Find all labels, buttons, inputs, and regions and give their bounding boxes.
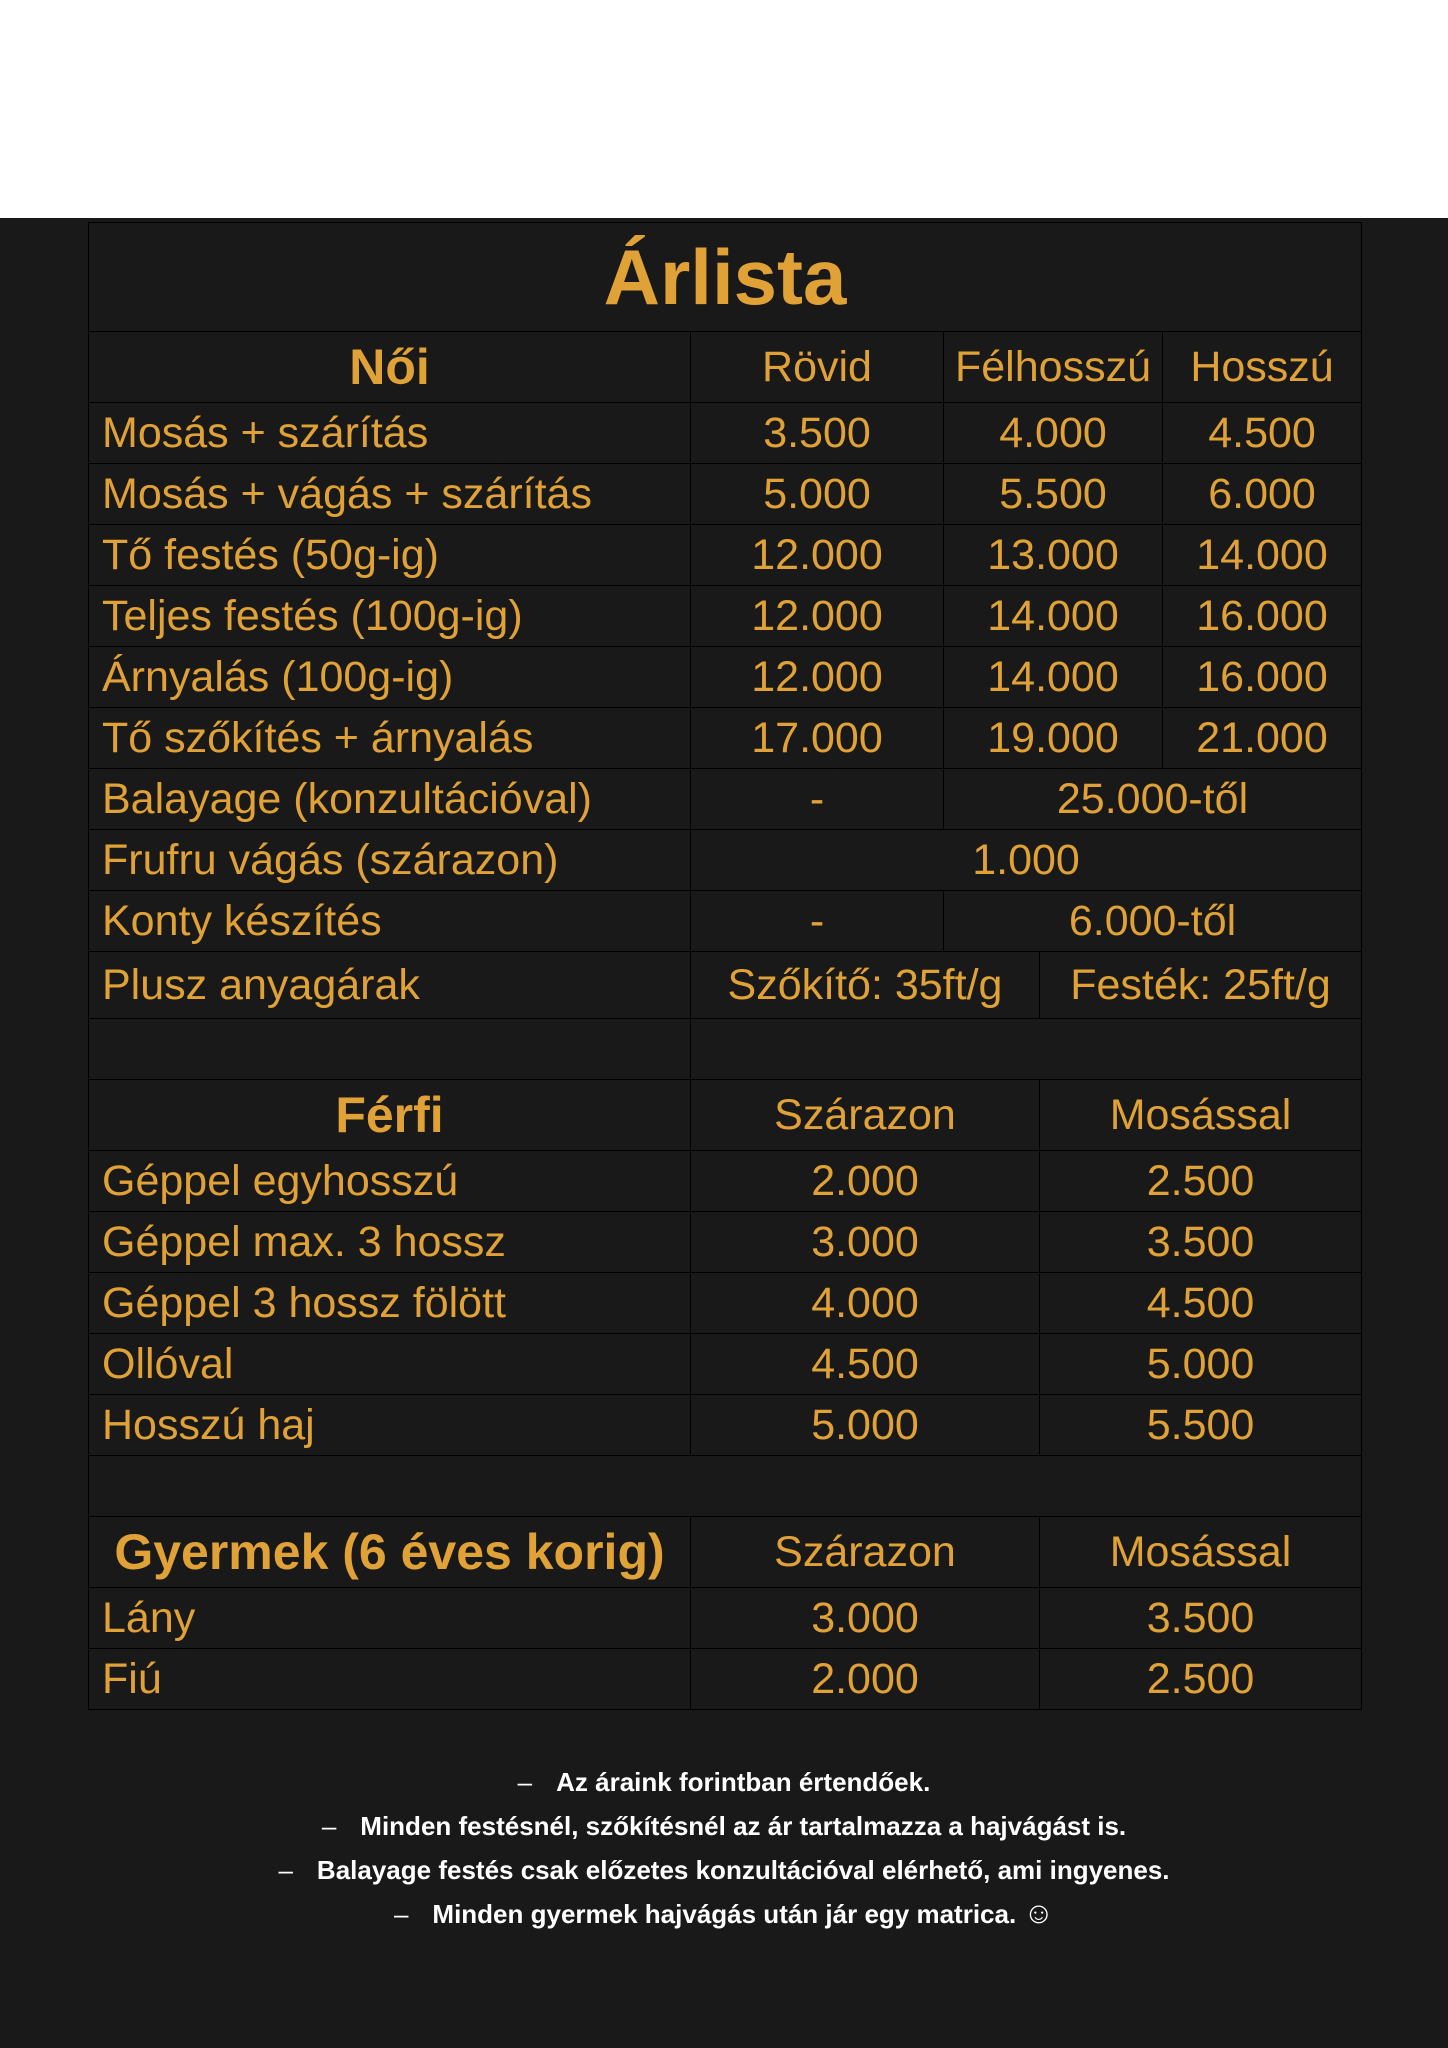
price-cell: 4.500	[1163, 403, 1362, 464]
spacer-row	[89, 1456, 1362, 1517]
footnote-item	[0, 1760, 1448, 1804]
footnote-item	[0, 1848, 1448, 1892]
noi-heading: Női	[89, 332, 691, 403]
price-cell: 16.000	[1163, 647, 1362, 708]
price-cell: 6.000	[1163, 464, 1362, 525]
service-label: Lány	[89, 1588, 691, 1649]
price-cell: 5.000	[1040, 1334, 1362, 1395]
table-row	[89, 403, 1362, 464]
col-header-szarazon: Szárazon	[691, 1080, 1040, 1151]
price-cell: 12.000	[691, 525, 944, 586]
dash-bullet: –	[278, 1855, 293, 1885]
service-label: Árnyalás (100g-ig)	[89, 647, 691, 708]
price-cell: 5.000	[691, 464, 944, 525]
noi-header-row	[89, 332, 1362, 403]
price-cell: 5.000	[691, 1395, 1040, 1456]
table-row	[89, 830, 1362, 891]
dash-bullet: –	[517, 1767, 533, 1797]
gyermek-heading: Gyermek (6 éves korig)	[89, 1517, 691, 1588]
price-cell: 3.500	[1040, 1212, 1362, 1273]
top-white-margin	[0, 0, 1448, 218]
table-row	[89, 1212, 1362, 1273]
price-cell: 5.500	[944, 464, 1163, 525]
service-label: Tő szőkítés + árnyalás	[89, 708, 691, 769]
ferfi-header-row	[89, 1080, 1362, 1151]
service-label: Géppel max. 3 hossz	[89, 1212, 691, 1273]
price-cell: 4.500	[691, 1334, 1040, 1395]
price-cell: 19.000	[944, 708, 1163, 769]
col-header-szarazon: Szárazon	[691, 1517, 1040, 1588]
footnote-item	[0, 1892, 1448, 1936]
footnote-text: Az áraink forintban értendőek.	[556, 1767, 931, 1797]
table-row	[89, 1273, 1362, 1334]
service-label: Ollóval	[89, 1334, 691, 1395]
col-header-hosszu: Hosszú	[1163, 332, 1362, 403]
table-row	[89, 708, 1362, 769]
service-label: Mosás + szárítás	[89, 403, 691, 464]
service-label: Konty készítés	[89, 891, 691, 952]
price-list-sheet	[88, 222, 1361, 1710]
price-cell: 2.500	[1040, 1649, 1362, 1710]
col-header-mosassal: Mosással	[1040, 1080, 1362, 1151]
price-cell: 2.000	[691, 1151, 1040, 1212]
table-row	[89, 1649, 1362, 1710]
col-header-mosassal: Mosással	[1040, 1517, 1362, 1588]
col-header-felhosszu: Félhosszú	[944, 332, 1163, 403]
service-label: Géppel 3 hossz fölött	[89, 1273, 691, 1334]
price-cell: 1.000	[691, 830, 1362, 891]
table-row	[89, 1151, 1362, 1212]
price-cell: 4.000	[691, 1273, 1040, 1334]
page-title: Árlista	[89, 223, 1362, 332]
price-table	[88, 222, 1362, 1710]
price-cell: 12.000	[691, 647, 944, 708]
table-row	[89, 464, 1362, 525]
price-cell: 13.000	[944, 525, 1163, 586]
price-cell: 3.500	[691, 403, 944, 464]
price-cell: 2.000	[691, 1649, 1040, 1710]
service-label: Géppel egyhosszú	[89, 1151, 691, 1212]
price-cell: 5.500	[1040, 1395, 1362, 1456]
dash-bullet: –	[393, 1899, 409, 1929]
smiley-icon: ☺	[1023, 1897, 1055, 1930]
table-row	[89, 891, 1362, 952]
table-row	[89, 647, 1362, 708]
table-row	[89, 1395, 1362, 1456]
gyermek-header-row	[89, 1517, 1362, 1588]
table-row	[89, 1588, 1362, 1649]
table-row	[89, 525, 1362, 586]
table-row	[89, 769, 1362, 830]
service-label: Tő festés (50g-ig)	[89, 525, 691, 586]
table-row	[89, 952, 1362, 1019]
price-cell: 25.000-től	[944, 769, 1362, 830]
footnote-text: Minden gyermek hajvágás után jár egy matrica.	[432, 1899, 1017, 1929]
price-cell: 3.000	[691, 1588, 1040, 1649]
service-label: Balayage (konzultációval)	[89, 769, 691, 830]
price-cell: 16.000	[1163, 586, 1362, 647]
price-cell: 3.500	[1040, 1588, 1362, 1649]
footnote-text: Minden festésnél, szőkítésnél az ár tartalmazza a hajvágást is.	[360, 1811, 1127, 1841]
price-cell: 4.000	[944, 403, 1163, 464]
service-label: Fiú	[89, 1649, 691, 1710]
price-cell: 4.500	[1040, 1273, 1362, 1334]
price-cell: 6.000-től	[944, 891, 1362, 952]
col-header-rovid: Rövid	[691, 332, 944, 403]
price-cell: 14.000	[944, 586, 1163, 647]
service-label: Frufru vágás (szárazon)	[89, 830, 691, 891]
price-cell: 3.000	[691, 1212, 1040, 1273]
price-cell: -	[691, 769, 944, 830]
service-label: Mosás + vágás + szárítás	[89, 464, 691, 525]
footnote-text: Balayage festés csak előzetes konzultációval elérhető, ami ingyenes.	[316, 1855, 1170, 1885]
table-row	[89, 1334, 1362, 1395]
dash-bullet: –	[321, 1811, 337, 1841]
price-cell: 14.000	[944, 647, 1163, 708]
footnotes	[0, 1760, 1448, 1936]
footnote-item	[0, 1804, 1448, 1848]
price-cell: 21.000	[1163, 708, 1362, 769]
table-row	[89, 586, 1362, 647]
service-label: Hosszú haj	[89, 1395, 691, 1456]
price-cell: 12.000	[691, 586, 944, 647]
spacer-row	[89, 1019, 1362, 1080]
price-cell: 14.000	[1163, 525, 1362, 586]
service-label: Plusz anyagárak	[89, 952, 691, 1019]
price-cell: -	[691, 891, 944, 952]
price-cell: Festék: 25ft/g	[1040, 952, 1362, 1019]
price-cell: 17.000	[691, 708, 944, 769]
price-cell: Szőkítő: 35ft/g	[691, 952, 1040, 1019]
price-cell: 2.500	[1040, 1151, 1362, 1212]
service-label: Teljes festés (100g-ig)	[89, 586, 691, 647]
ferfi-heading: Férfi	[89, 1080, 691, 1151]
